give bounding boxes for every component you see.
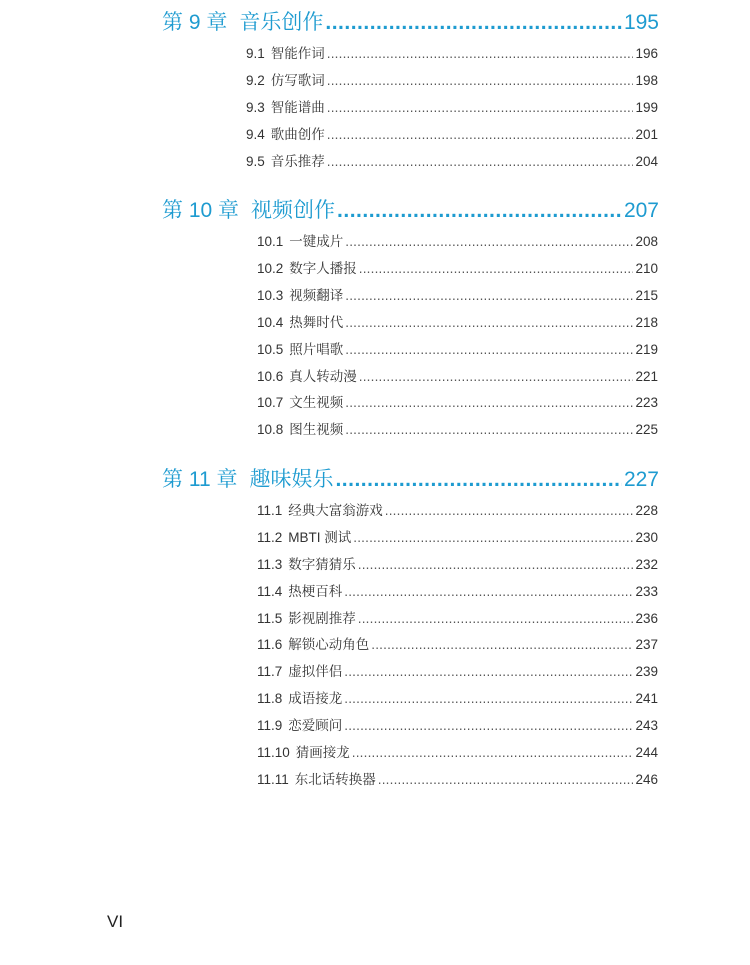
section-number: 11.5 <box>257 611 283 626</box>
section-title: 图生视频 <box>289 422 344 437</box>
section-number: 10.4 <box>257 315 284 330</box>
section-page-number: 236 <box>635 611 658 626</box>
toc-entry[interactable] <box>257 717 658 735</box>
section-page-number: 196 <box>635 46 658 61</box>
chapter-label: 第 10 章 <box>162 199 240 222</box>
toc-entry[interactable] <box>257 636 658 654</box>
dot-leader <box>352 744 634 762</box>
section-number: 9.5 <box>246 154 265 169</box>
dot-leader <box>327 126 634 144</box>
section-page-number: 201 <box>635 127 658 142</box>
chapter-title: 视频创作 <box>251 199 336 222</box>
section-title: 照片唱歌 <box>289 342 344 357</box>
section-page-number: 210 <box>635 261 658 276</box>
dot-leader <box>345 314 633 332</box>
chapter-heading[interactable] <box>162 11 659 35</box>
section-page-number: 232 <box>635 557 658 572</box>
section-title: 猜画接龙 <box>295 745 350 760</box>
section-title: 经典大富翁游戏 <box>288 503 383 518</box>
section-page-number: 228 <box>635 503 658 518</box>
chapter-page-number: 195 <box>623 11 659 34</box>
section-number: 11.10 <box>257 745 290 760</box>
section-title: 热梗百科 <box>288 584 343 599</box>
dot-leader <box>344 690 633 708</box>
section-number: 10.3 <box>257 288 284 303</box>
section-number: 9.1 <box>246 46 265 61</box>
toc-entry[interactable] <box>257 394 658 412</box>
section-page-number: 244 <box>635 745 658 760</box>
dot-leader <box>345 233 633 251</box>
toc-entry[interactable] <box>246 99 658 117</box>
section-title: 文生视频 <box>289 395 344 410</box>
section-number: 11.7 <box>257 664 283 679</box>
section-title: 一键成片 <box>289 234 344 249</box>
toc-entry[interactable] <box>257 610 658 628</box>
section-number: 11.6 <box>257 637 283 652</box>
toc-entry[interactable] <box>257 341 658 359</box>
toc-entry[interactable] <box>246 45 658 63</box>
dot-leader <box>359 260 634 278</box>
section-number: 10.6 <box>257 369 284 384</box>
chapter-label: 第 11 章 <box>162 468 238 491</box>
dot-leader <box>344 717 633 735</box>
section-title: 智能谱曲 <box>270 100 325 115</box>
dot-leader <box>325 11 622 35</box>
section-title: 虚拟伴侣 <box>288 664 343 679</box>
dot-leader <box>327 99 634 117</box>
toc-entry[interactable] <box>246 153 658 171</box>
section-number: 9.3 <box>246 100 265 115</box>
section-number: 9.4 <box>246 127 265 142</box>
section-page-number: 225 <box>635 422 658 437</box>
toc-entry[interactable] <box>257 314 658 332</box>
section-number: 11.1 <box>257 503 283 518</box>
dot-leader <box>371 636 633 654</box>
dot-leader <box>378 771 634 789</box>
section-page-number: 223 <box>635 395 658 410</box>
section-title: 东北话转换器 <box>294 772 376 787</box>
toc-entry[interactable] <box>257 502 658 520</box>
dot-leader <box>337 199 622 223</box>
dot-leader <box>345 287 633 305</box>
toc-entry[interactable] <box>246 126 658 144</box>
dot-leader <box>358 556 634 574</box>
section-number: 11.3 <box>257 557 283 572</box>
toc-entry[interactable] <box>257 529 658 547</box>
chapter-title: 趣味娱乐 <box>249 468 334 491</box>
section-page-number: 239 <box>635 664 658 679</box>
dot-leader <box>335 468 621 492</box>
toc-entry[interactable] <box>257 771 658 789</box>
section-title: 歌曲创作 <box>270 127 325 142</box>
section-number: 11.4 <box>257 584 283 599</box>
section-number: 10.2 <box>257 261 284 276</box>
dot-leader <box>327 45 634 63</box>
section-page-number: 246 <box>635 772 658 787</box>
toc-entry[interactable] <box>257 260 658 278</box>
toc-entry[interactable] <box>257 287 658 305</box>
section-page-number: 198 <box>635 73 658 88</box>
section-page-number: 230 <box>635 530 658 545</box>
section-title: 成语接龙 <box>288 691 343 706</box>
dot-leader <box>385 502 634 520</box>
chapter-page-number: 207 <box>623 199 659 222</box>
toc-entry[interactable] <box>257 583 658 601</box>
chapter-title: 音乐创作 <box>239 11 324 34</box>
section-page-number: 241 <box>635 691 658 706</box>
section-page-number: 237 <box>635 637 658 652</box>
section-title: 数字猜猜乐 <box>288 557 356 572</box>
section-title: 音乐推荐 <box>270 154 325 169</box>
section-page-number: 219 <box>635 342 658 357</box>
toc-entry[interactable] <box>257 421 658 439</box>
section-title: 数字人播报 <box>289 261 357 276</box>
toc-entry[interactable] <box>257 744 658 762</box>
section-page-number: 199 <box>635 100 658 115</box>
dot-leader <box>345 421 633 439</box>
section-number: 10.7 <box>257 395 284 410</box>
section-page-number: 204 <box>635 154 658 169</box>
dot-leader <box>344 663 633 681</box>
section-title: 智能作词 <box>270 46 325 61</box>
toc-entry[interactable] <box>257 556 658 574</box>
section-title: 解锁心动角色 <box>288 637 370 652</box>
chapter-page-number: 227 <box>623 468 659 491</box>
dot-leader <box>327 72 634 90</box>
section-page-number: 215 <box>635 288 658 303</box>
dot-leader <box>344 583 633 601</box>
dot-leader <box>353 529 633 547</box>
section-page-number: 243 <box>635 718 658 733</box>
chapter-heading[interactable] <box>162 199 659 223</box>
section-title: MBTI 测试 <box>288 530 352 545</box>
section-page-number: 221 <box>635 369 658 384</box>
chapter-label: 第 9 章 <box>162 11 228 34</box>
section-title: 影视剧推荐 <box>288 611 356 626</box>
dot-leader <box>327 153 634 171</box>
toc-entry[interactable] <box>257 368 658 386</box>
section-number: 11.2 <box>257 530 283 545</box>
toc-entry[interactable] <box>257 690 658 708</box>
chapter-heading[interactable] <box>162 468 659 492</box>
toc-entry[interactable] <box>246 72 658 90</box>
dot-leader <box>345 341 633 359</box>
section-title: 真人转动漫 <box>289 369 357 384</box>
section-title: 恋爱顾问 <box>288 718 343 733</box>
section-page-number: 218 <box>635 315 658 330</box>
section-number: 11.11 <box>257 772 289 787</box>
section-title: 仿写歌词 <box>270 73 325 88</box>
dot-leader <box>345 394 633 412</box>
toc-entry[interactable] <box>257 233 658 251</box>
section-number: 10.8 <box>257 422 284 437</box>
toc-entry[interactable] <box>257 663 658 681</box>
section-number: 11.8 <box>257 691 283 706</box>
section-number: 10.1 <box>257 234 284 249</box>
section-page-number: 208 <box>635 234 658 249</box>
dot-leader <box>359 368 634 386</box>
section-number: 11.9 <box>257 718 283 733</box>
section-page-number: 233 <box>635 584 658 599</box>
page-folio: VI <box>107 912 124 931</box>
section-number: 9.2 <box>246 73 265 88</box>
section-number: 10.5 <box>257 342 284 357</box>
dot-leader <box>358 610 634 628</box>
section-title: 视频翻译 <box>289 288 344 303</box>
section-title: 热舞时代 <box>289 315 344 330</box>
